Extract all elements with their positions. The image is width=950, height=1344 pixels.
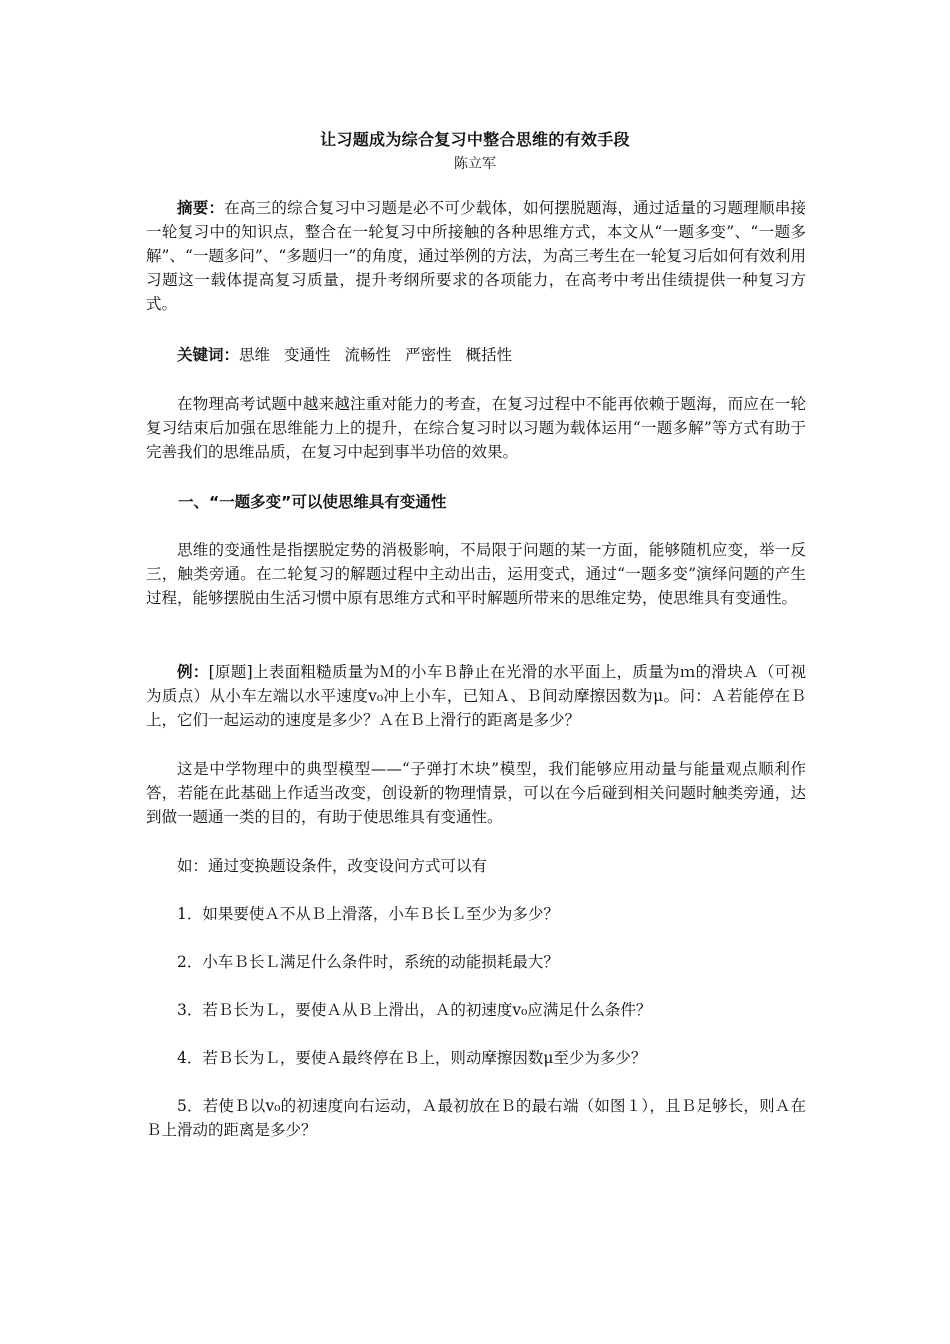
example-label: 例： bbox=[177, 663, 209, 681]
section-paragraph: 思维的变通性是指摆脱定势的消极影响，不局限于问题的某一方面，能够随机应变，举一反三，触类旁通。在二轮复习的解题过程中主动出击，运用变式，通过“一题多变”演绎问题的产生过程，能够摆脱由生活习惯中原有思维方式和平时解题所带来的思维定势，使思维具有变通性。 bbox=[146, 541, 806, 607]
author-name: 陈立军 bbox=[454, 156, 496, 172]
abstract-paragraph bbox=[146, 196, 806, 316]
keyword: 思维 bbox=[239, 346, 271, 364]
keyword: 流畅性 bbox=[344, 346, 392, 364]
keyword: 严密性 bbox=[405, 346, 452, 364]
keywords-paragraph bbox=[146, 343, 806, 367]
model-paragraph: 这是中学物理中的典型模型——“子弹打木块”模型，我们能够应用动量与能量观点顺利作答，若能在此基础上作适当改变，创设新的物理情景，可以在今后碰到相关问题时触类旁通，达到做一题通一类的目的，有助于使思维具有变通性。 bbox=[146, 760, 806, 826]
keyword: 概括性 bbox=[465, 346, 513, 364]
keyword: 变通性 bbox=[284, 346, 331, 364]
list-item: 2．小车Ｂ长Ｌ满足什么条件时，系统的动能损耗最大？ bbox=[177, 953, 559, 971]
abstract-text: 在高三的综合复习中习题是必不可少载体，如何摆脱题海，通过适量的习题理顺串接一轮复习中的知识点，整合在一轮复习中所接触的各种思维方式，本文从“一题多变”、“一题多解”、“一题多问”、“多题归一”的角度，通过举例的方法，为高三考生在一轮复习后如何有效利用习题这一载体提高复习质量，提升考纲所要求的各项能力，在高考中考出佳绩提供一种复习方式。 bbox=[146, 199, 806, 313]
section-heading: 一、“一题多变”可以使思维具有变通性 bbox=[178, 493, 447, 511]
list-item: 4．若Ｂ长为Ｌ，要使Ａ最终停在Ｂ上，则动摩擦因数μ至少为多少？ bbox=[177, 1049, 647, 1067]
keywords-label: 关键词： bbox=[177, 346, 240, 364]
intro-paragraph: 在物理高考试题中越来越注重对能力的考查，在复习过程中不能再依赖于题海，而应在一轮复习结束后加强在思维能力上的提升，在综合复习时以习题为载体运用“一题多解”等方式有助于完善我们的思维品质，在复习中起到事半功倍的效果。 bbox=[146, 395, 806, 461]
document-title: 让习题成为综合复习中整合思维的有效手段 bbox=[320, 130, 630, 149]
list-item: 1．如果要使Ａ不从Ｂ上滑落，小车Ｂ长Ｌ至少为多少？ bbox=[177, 905, 559, 923]
example-paragraph bbox=[146, 660, 806, 732]
abstract-label: 摘要： bbox=[177, 199, 225, 217]
list-item: 3．若Ｂ长为Ｌ，要使Ａ从Ｂ上滑出，Ａ的初速度v₀应满足什么条件？ bbox=[177, 1001, 652, 1019]
example-text: [原题]上表面粗糙质量为Ｍ的小车Ｂ静止在光滑的水平面上，质量为ｍ的滑块Ａ（可视为质点）从小车左端以水平速度v₀冲上小车，已知Ａ、Ｂ间动摩擦因数为μ。问：Ａ若能停在Ｂ上，它们一起运动的速度是多少？Ａ在Ｂ上滑行的距离是多少？ bbox=[146, 663, 806, 729]
lead-line: 如：通过变换题设条件，改变设问方式可以有 bbox=[177, 857, 488, 875]
list-item: 5．若使Ｂ以v₀的初速度向右运动，Ａ最初放在Ｂ的最右端（如图１），且Ｂ足够长，则Ａ在Ｂ上滑动的距离是多少？ bbox=[146, 1097, 806, 1139]
